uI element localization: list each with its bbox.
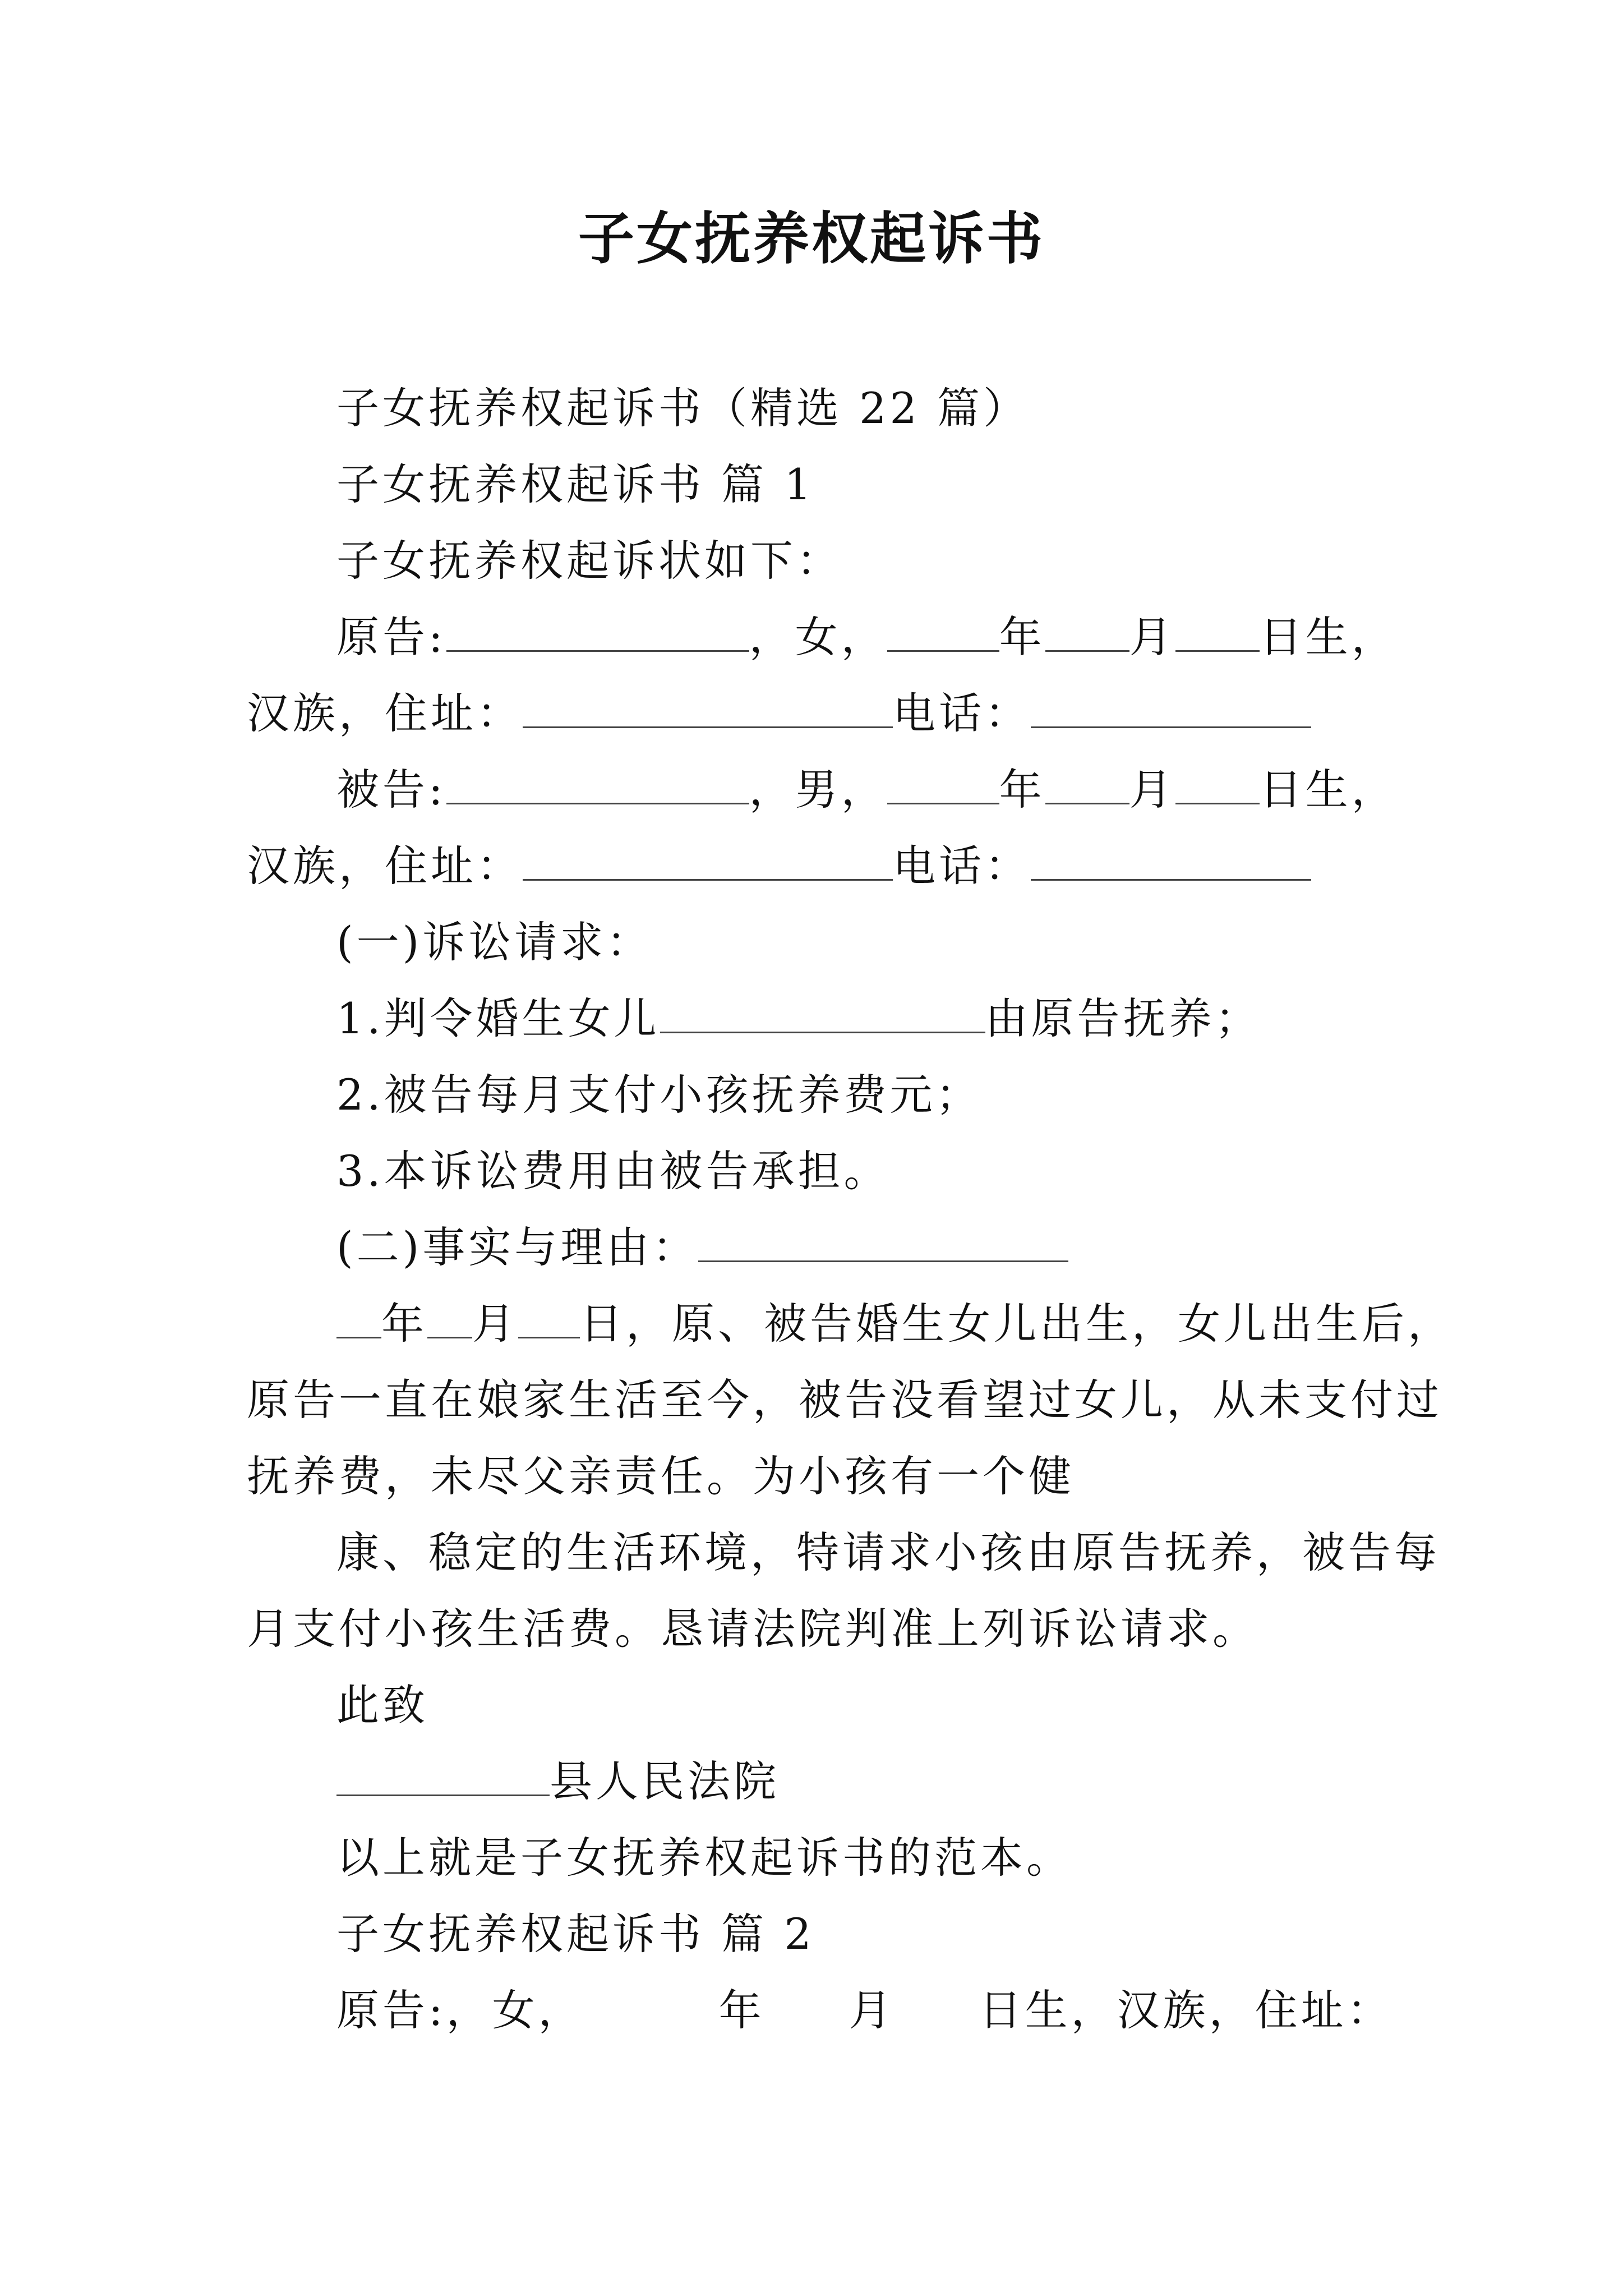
plaintiff-phone-blank [1031,689,1311,728]
defendant-address-blank [523,842,893,881]
defendant-phone-blank [1031,842,1311,881]
defendant-year: 年 [999,765,1045,815]
facts-line-2: 原告一直在娘家生活至今，被告没看望过女儿，从未支付过 [247,1375,1442,1425]
facts-line-3: 抚养费，未尽父亲责任。为小孩有一个健 [247,1451,1075,1501]
defendant-label: 被告: [336,765,446,815]
plaintiff-year-blank [887,613,999,652]
defendant-day: 日生， [1259,765,1398,815]
court-label: 县人民法院 [550,1756,780,1806]
s2-day: 日生，汉族，住址： [979,1985,1393,2035]
document-title: 子女抚养权起诉书 [578,205,1045,272]
defendant-month-blank [1045,766,1129,804]
closing-line: 以上就是子女抚养权起诉书的范本。 [336,1833,1072,1883]
facts-line-4: 康、稳定的生活环境，特请求小孩由原告抚养，被告每 [336,1527,1440,1577]
facts-month-blank [427,1300,472,1338]
court-line [247,1743,1380,1820]
plaintiff-line-1 [247,599,1398,675]
defendant-line-2 [247,828,1380,904]
claim-3: 3.本诉讼费用由被告承担。 [336,1146,890,1196]
claim-2: 2.被告每月支付小孩抚养费元； [336,1070,982,1120]
s2-year: 年 [718,1985,765,2035]
defendant-address-label: 汉族，住址： [247,841,523,891]
plaintiff-phone-label: 电话： [893,688,1031,738]
plaintiff-address-label: 汉族，住址： [247,688,523,738]
claims-heading: (一)诉讼请求： [336,917,653,967]
facts-day-blank [518,1300,580,1338]
defendant-month: 月 [1129,765,1175,815]
facts-month: 月 [472,1299,518,1349]
defendant-gender: ，男， [749,765,887,815]
section-2-plaintiff-line [247,1972,1393,2049]
facts-heading-text: (二)事实与理由： [336,1222,699,1272]
court-name-blank [336,1757,550,1796]
plaintiff-line-2 [247,675,1380,752]
salutation: 此致 [336,1680,428,1730]
facts-line-1-text: 日，原、被告婚生女儿出生，女儿出生后， [580,1299,1454,1349]
plaintiff-name-blank [446,613,749,652]
plaintiff-year: 年 [999,612,1045,662]
plaintiff-gender: ，女， [749,612,887,662]
lead-line: 子女抚养权起诉状如下： [336,536,842,586]
defendant-day-blank [1175,766,1260,804]
facts-heading-blank [698,1223,1068,1262]
claim-1-text-b: 由原告抚养； [985,993,1261,1043]
plaintiff-address-blank [523,689,893,728]
facts-heading [247,1209,1380,1286]
facts-year: 年 [381,1299,427,1349]
claim-1-text-a: 1.判令婚生女儿 [336,993,660,1043]
claim-1-child-blank [660,995,985,1033]
s2-plaintiff-label: 原告:，女， [336,1985,584,2035]
plaintiff-label: 原告: [336,612,446,662]
facts-year-blank [336,1300,381,1338]
plaintiff-month: 月 [1129,612,1175,662]
intro-line: 子女抚养权起诉书（精选 22 篇） [336,383,1030,433]
document-body [247,370,1454,2049]
plaintiff-month-blank [1045,613,1129,652]
plaintiff-day-blank [1175,613,1260,652]
section-1-heading: 子女抚养权起诉书 篇 1 [336,459,815,509]
section-2-heading: 子女抚养权起诉书 篇 2 [336,1909,815,1959]
claim-1 [247,981,1380,1057]
defendant-phone-label: 电话： [893,841,1031,891]
facts-line-1 [247,1286,1454,1362]
defendant-name-blank [446,766,749,804]
defendant-year-blank [887,766,999,804]
facts-line-5: 月支付小孩生活费。恳请法院判准上列诉讼请求。 [247,1604,1258,1654]
defendant-line-1 [247,752,1398,828]
plaintiff-day: 日生， [1259,612,1398,662]
s2-month: 月 [849,1985,895,2035]
